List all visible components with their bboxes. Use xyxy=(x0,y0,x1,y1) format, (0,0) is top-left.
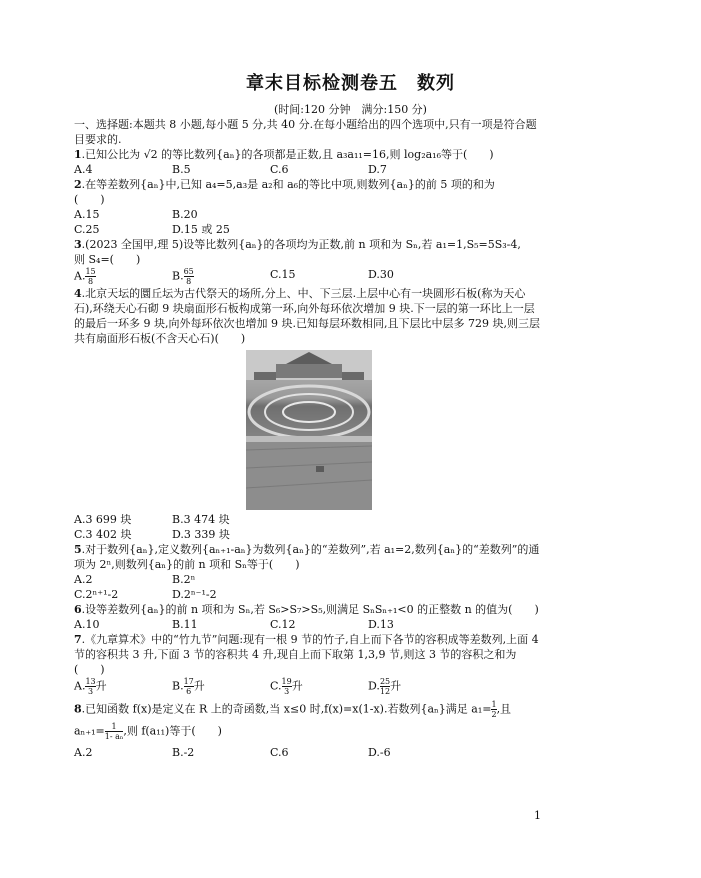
option-d[interactable]: D.15 或 25 xyxy=(172,223,230,236)
option-b[interactable]: B.5 xyxy=(172,163,191,176)
question-6-options xyxy=(74,617,544,632)
question-4-options xyxy=(74,512,544,542)
option-a[interactable]: A. $\frac{15}{8}$ xyxy=(74,267,96,286)
option-b[interactable]: B.20 xyxy=(172,208,198,221)
option-c[interactable]: C.12 xyxy=(270,618,296,631)
question-8-options xyxy=(74,745,544,760)
question-1 xyxy=(74,147,544,162)
question-number: 5 xyxy=(74,543,82,556)
option-b[interactable]: B.3 474 块 xyxy=(172,513,230,526)
answer-blank: ( ) xyxy=(74,193,105,206)
option-d[interactable]: D.3 339 块 xyxy=(172,528,230,541)
question-2 xyxy=(74,177,544,192)
question-number: 3 xyxy=(74,238,82,251)
option-a[interactable]: A.15 xyxy=(74,208,100,221)
option-b[interactable]: B. $\frac{65}{8}$ xyxy=(172,267,194,286)
option-d[interactable]: D.30 xyxy=(368,268,394,281)
question-7 xyxy=(74,632,544,677)
question-number: 1 xyxy=(74,148,82,161)
question-2-options xyxy=(74,207,544,237)
option-c[interactable]: C.3 402 块 xyxy=(74,528,132,541)
option-c[interactable]: C.15 xyxy=(270,268,296,281)
question-4 xyxy=(74,286,544,346)
option-d[interactable]: D.7 xyxy=(368,163,387,176)
option-a[interactable]: A.3 699 块 xyxy=(74,513,132,526)
question-3-stem-cont: 则 S₄=( ) xyxy=(74,253,141,266)
fraction: $\frac{13}{3}$ xyxy=(85,677,96,696)
question-number: 4 xyxy=(74,287,82,300)
question-stem: .设等差数列{aₙ}的前 n 项和为 Sₙ,若 S₆>S₇>S₅,则满足 SₙSₙ₊₁<0 的正整数 n 的值为( ) xyxy=(81,603,539,616)
fraction: $\frac{19}{3}$ xyxy=(281,677,292,696)
question-stem: .已知函数 f(x)是定义在 R 上的奇函数,当 x≤0 时,f(x)=x(1-x).若数列{aₙ}满足 a₁= xyxy=(81,702,492,716)
question-3-options xyxy=(74,267,544,286)
option-a[interactable]: A.2 xyxy=(74,573,93,586)
option-d[interactable]: D.-6 xyxy=(368,746,391,759)
question-stem: .在等差数列{aₙ}中,已知 a₄=5,a₃是 a₂和 a₆的等比中项,则数列{aₙ}的前 5 项的和为 xyxy=(81,178,495,191)
circular-mound-altar-illustration xyxy=(246,350,372,510)
temple-photo xyxy=(246,350,372,510)
question-number: 8 xyxy=(74,702,82,716)
fraction: $\frac{65}{8}$ xyxy=(183,267,194,286)
option-b[interactable]: B. $\frac{17}{6}$ 升 xyxy=(172,677,205,696)
question-1-options xyxy=(74,162,544,177)
option-c[interactable]: C. $\frac{19}{3}$ 升 xyxy=(270,677,303,696)
question-number: 6 xyxy=(74,603,82,616)
question-8: 8.已知函数 f(x)是定义在 R 上的奇函数,当 x≤0 时,f(x)=x(1-x).若数列{aₙ}满足 a₁= $\frac{1}{2}$ ,且 xyxy=(74,700,512,719)
fraction: $\frac{17}{6}$ xyxy=(183,677,194,696)
question-3 xyxy=(74,237,544,252)
section-heading: 一、选择题:本题共 8 小题,每小题 5 分,共 40 分.在每小题给出的四个选项中,只有一项是符合题目要求的. xyxy=(74,118,537,146)
option-c[interactable]: C.25 xyxy=(74,223,100,236)
question-number: 2 xyxy=(74,178,82,191)
page-title: 章末目标检测卷五 数列 xyxy=(246,73,455,94)
page-number: 1 xyxy=(534,809,541,822)
option-a[interactable]: A. $\frac{13}{3}$ 升 xyxy=(74,677,107,696)
fraction: $\frac{1}{2}$ xyxy=(491,700,497,719)
option-a[interactable]: A.10 xyxy=(74,618,100,631)
option-c[interactable]: C.6 xyxy=(270,746,289,759)
question-stem: .《九章算术》中的“竹九节”问题:现有一根 9 节的竹子,自上而下各节的容积成等差数列,上面 4 节的容积共 3 升,下面 3 节的容积共 4 升,现自上而下取第 1,3,9 节,则这 3 节的容积之和为( ) xyxy=(74,633,539,676)
question-stem: .已知公比为 √2 的等比数列{aₙ}的各项都是正数,且 a₃a₁₁=16,则 log₂a₁₆等于( ) xyxy=(81,148,494,161)
option-a[interactable]: A.4 xyxy=(74,163,93,176)
exam-content xyxy=(74,117,544,760)
question-stem: .北京天坛的圜丘坛为古代祭天的场所,分上、中、下三层.上层中心有一块圆形石板(称为天心石),环绕天心石砌 9 块扇面形石板构成第一环,向外每环依次增加 9 块.下一层的第一环比上一层的最后一环多 9 块,向外每环依次也增加 9 块.已知每层环数相同,且下层比中层多 729 块,则三层共有扇面形石板(不含天心石)( ) xyxy=(74,287,540,345)
question-number: 7 xyxy=(74,633,82,646)
option-c[interactable]: C.2ⁿ⁺¹-2 xyxy=(74,588,119,601)
option-d[interactable]: D.13 xyxy=(368,618,394,631)
exam-meta: (时间:120 分钟 满分:150 分) xyxy=(274,103,427,116)
fraction: $\frac{25}{12}$ xyxy=(379,677,391,696)
option-b[interactable]: B.-2 xyxy=(172,746,195,759)
fraction: $\frac{15}{8}$ xyxy=(85,267,96,286)
question-5 xyxy=(74,542,544,572)
question-5-options xyxy=(74,572,544,602)
question-6 xyxy=(74,602,544,617)
question-7-options xyxy=(74,677,544,696)
option-b[interactable]: B.2ⁿ xyxy=(172,573,196,586)
question-8-stem-cont: aₙ₊₁= $\frac{1}{\text{1- aₙ}}$ ,则 f(a₁₁)等于( ) xyxy=(74,722,222,741)
fraction: $\frac{1}{\text{1- aₙ}}$ xyxy=(104,722,124,741)
question-stem: .对于数列{aₙ},定义数列{aₙ₊₁-aₙ}为数列{aₙ}的“差数列”,若 a₁=2,数列{aₙ}的“差数列”的通项为 2ⁿ,则数列{aₙ}的前 n 项和 Sₙ等于( ) xyxy=(74,543,540,571)
option-b[interactable]: B.11 xyxy=(172,618,198,631)
option-c[interactable]: C.6 xyxy=(270,163,289,176)
option-a[interactable]: A.2 xyxy=(74,746,93,759)
option-d[interactable]: D. $\frac{25}{12}$ 升 xyxy=(368,677,402,696)
option-d[interactable]: D.2ⁿ⁻¹-2 xyxy=(172,588,217,601)
question-stem: .(2023 全国甲,理 5)设等比数列{aₙ}的各项均为正数,前 n 项和为 Sₙ,若 a₁=1,S₅=5S₃-4, xyxy=(81,238,521,251)
